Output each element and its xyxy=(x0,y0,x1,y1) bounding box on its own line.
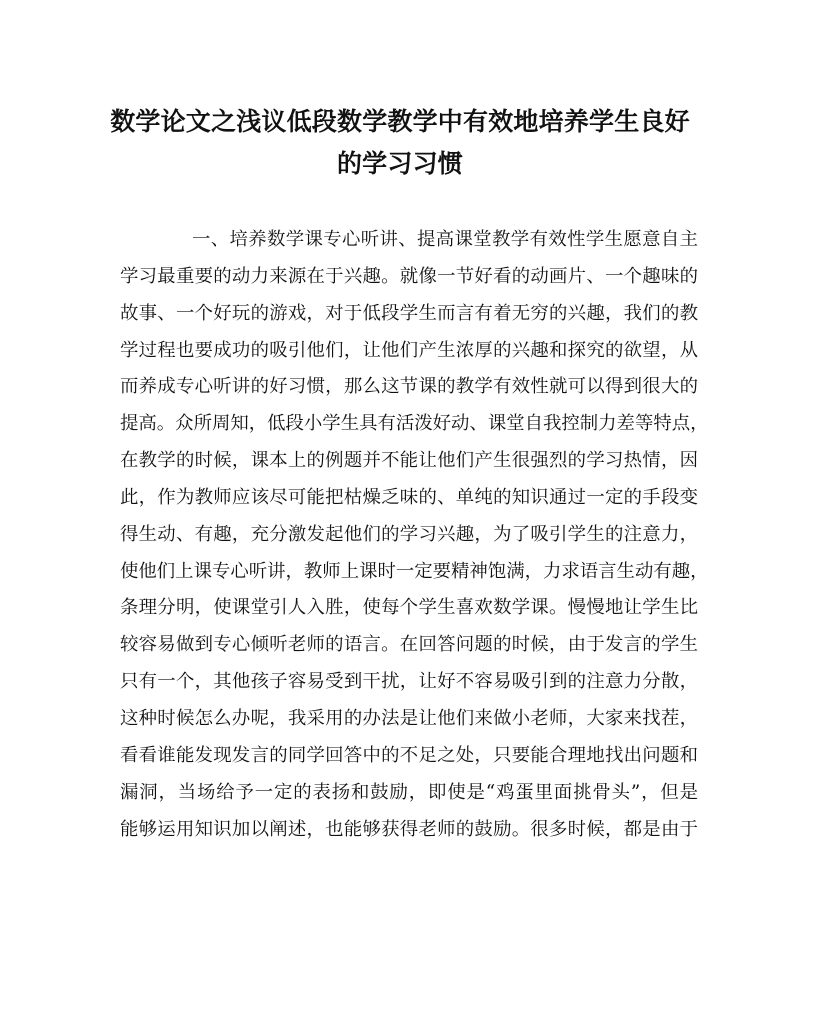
paragraph-line: 条理分明，使课堂引人入胜，使每个学生喜欢数学课。慢慢地让学生比 xyxy=(120,597,698,619)
paragraph-line: 这种时候怎么办呢，我采用的办法是让他们来做小老师，大家来找茬， xyxy=(120,707,698,729)
title-line-1: 数学论文之浅议低段数学教学中有效地培养学生良好 xyxy=(110,107,690,136)
paragraph-line: 漏洞，当场给予一定的表扬和鼓励，即使是“鸡蛋里面挑骨头”，但是 xyxy=(120,781,698,803)
paragraph-line: 一、培养数学课专心听讲、提高课堂教学有效性学生愿意自主 xyxy=(192,229,698,250)
paragraph-line: 学过程也要成功的吸引他们，让他们产生浓厚的兴趣和探究的欲望，从 xyxy=(120,339,698,361)
paragraph-line: 故事、一个好玩的游戏，对于低段学生而言有着无穷的兴趣，我们的教 xyxy=(120,302,698,324)
paragraph-line: 此，作为教师应该尽可能把枯燥乏味的、单纯的知识通过一定的手段变 xyxy=(120,486,698,508)
paragraph-line: 能够运用知识加以阐述，也能够获得老师的鼓励。很多时候，都是由于 xyxy=(120,818,698,840)
paragraph-line: 看看谁能发现发言的同学回答中的不足之处，只要能合理地找出问题和 xyxy=(120,744,698,766)
paragraph-line: 而养成专心听讲的好习惯，那么这节课的教学有效性就可以得到很大的 xyxy=(120,376,698,398)
body-paragraph xyxy=(120,222,709,848)
paragraph-line: 使他们上课专心听讲，教师上课时一定要精神饱满，力求语言生动有趣， xyxy=(120,560,709,582)
paragraph-line: 在教学的时候，课本上的例题并不能让他们产生很强烈的学习热情，因 xyxy=(120,450,698,472)
document-title xyxy=(100,101,700,185)
title-line-2: 的学习习惯 xyxy=(336,149,463,178)
paragraph-line: 只有一个，其他孩子容易受到干扰，让好不容易吸引到的注意力分散， xyxy=(120,671,698,693)
paragraph-line: 得生动、有趣，充分激发起他们的学习兴趣，为了吸引学生的注意力， xyxy=(120,523,698,545)
paragraph-line: 学习最重要的动力来源在于兴趣。就像一节好看的动画片、一个趣味的 xyxy=(120,265,698,287)
paragraph-line: 提高。众所周知，低段小学生具有活泼好动、课堂自我控制力差等特点， xyxy=(120,413,709,435)
paragraph-line: 较容易做到专心倾听老师的语言。在回答问题的时候，由于发言的学生 xyxy=(120,634,698,656)
